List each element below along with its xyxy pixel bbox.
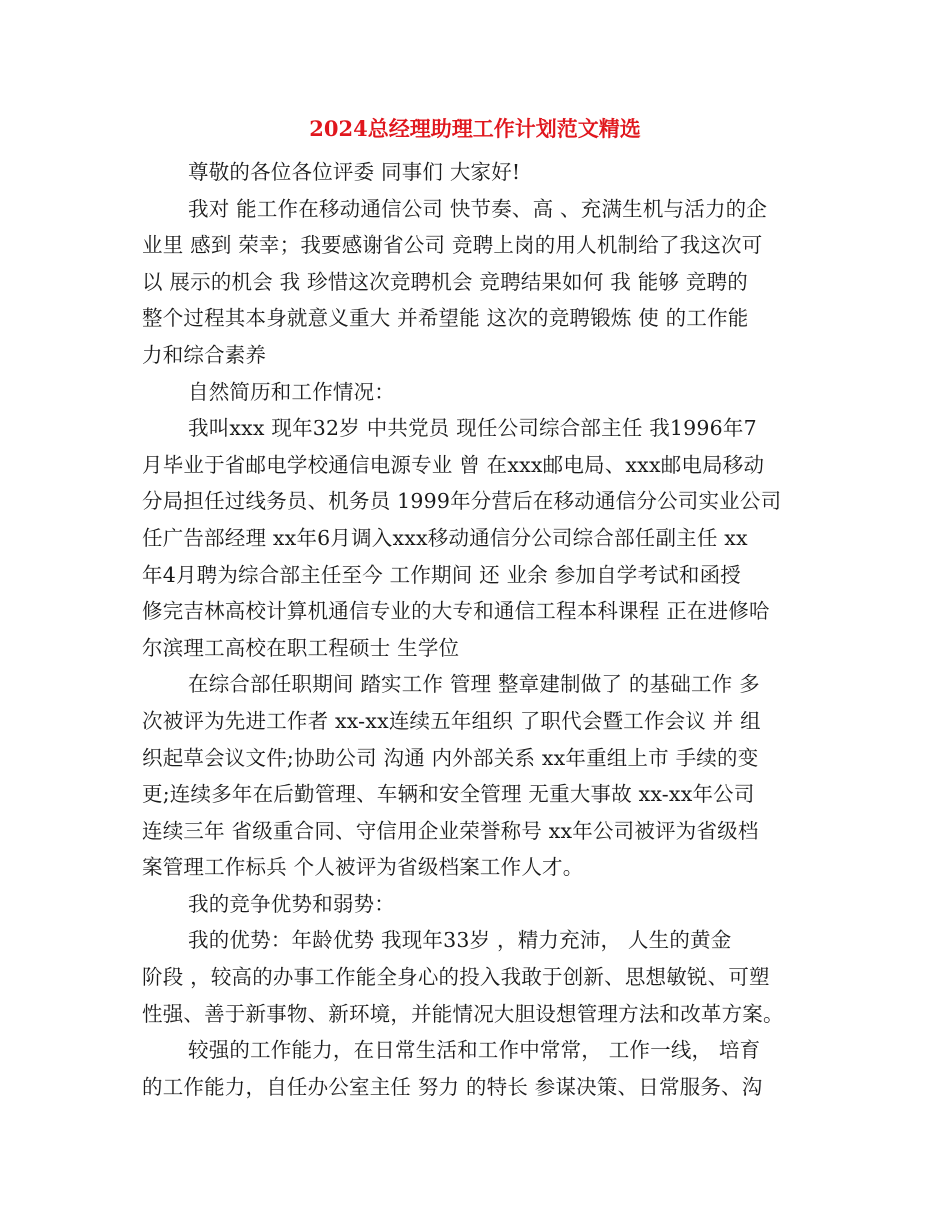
text-line: 织起草会议文件;协助公司 沟通 内外部关系 xx年重组上市 手续的变 [142, 745, 759, 770]
text-line: 任广告部经理 xx年6月调入xxx移动通信分公司综合部任副主任 xx [142, 525, 748, 550]
text-line: 案管理工作标兵 个人被评为省级档案工作人才。 [142, 855, 584, 880]
text-line: 我的优势：年龄优势 我现年33岁 ，精力充沛， 人生的黄金 [188, 928, 732, 953]
text-line: 连续三年 省级重合同、守信用企业荣誉称号 xx年公司被评为省级档 [142, 818, 759, 843]
text-line: 业里 感到 荣幸；我要感谢省公司 竞聘上岗的用人机制给了我这次可 [142, 233, 763, 258]
document-title: 2024总经理助理工作计划范文精选 [309, 116, 641, 141]
text-line: 在综合部任职期间 踏实工作 管理 整章建制做了 的基础工作 多 [188, 672, 760, 697]
text-line: 我的竞争优势和弱势： [188, 891, 395, 916]
text-line: 尊敬的各位各位评委 同事们 大家好! [188, 160, 521, 184]
text-line: 我对 能工作在移动通信公司 快节奏、高 、充满生机与活力的企 [188, 196, 768, 221]
text-line: 月毕业于省邮电学校通信电源专业 曾 在xxx邮电局、xxx邮电局移动 [142, 452, 765, 477]
text-line: 尔滨理工高校在职工程硕士 生学位 [142, 635, 460, 660]
text-line: 整个过程其本身就意义重大 并希望能 这次的竞聘锻炼 使 的工作能 [142, 306, 749, 331]
text-line: 次被评为先进工作者 xx-xx连续五年组织 了职代会暨工作会议 并 组 [142, 708, 761, 733]
text-line: 年4月聘为综合部主任至今 工作期间 还 业余 参加自学考试和函授 [142, 562, 742, 587]
text-line: 更;连续多年在后勤管理、车辆和安全管理 无重大事故 xx-xx年公司 [142, 782, 755, 807]
text-line: 较强的工作能力，在日常生活和工作中常常， 工作一线， 培育 [188, 1038, 761, 1063]
text-line: 分局担任过线务员、机务员 1999年分营后在移动通信分公司实业公司 [142, 489, 782, 514]
text-line: 的工作能力，自任办公室主任 努力 的特长 参谋决策、日常服务、沟 [142, 1074, 763, 1099]
text-line: 阶段 ，较高的办事工作能全身心的投入我敢于创新、思想敏锐、可塑 [142, 965, 770, 990]
text-line: 修完吉林高校计算机通信专业的大专和通信工程本科课程 正在进修哈 [142, 599, 770, 624]
text-line: 以 展示的机会 我 珍惜这次竞聘机会 竞聘结果如何 我 能够 竞聘的 [142, 269, 748, 294]
text-line: 我叫xxx 现年32岁 中共党员 现任公司综合部主任 我1996年7 [188, 416, 757, 441]
text-line: 力和综合素养 [142, 342, 267, 367]
text-line: 性强、善于新事物、新环境，并能情况大胆设想管理方法和改革方案。 [142, 1001, 784, 1026]
document-body [142, 154, 810, 1105]
text-line: 自然简历和工作情况： [188, 379, 395, 404]
